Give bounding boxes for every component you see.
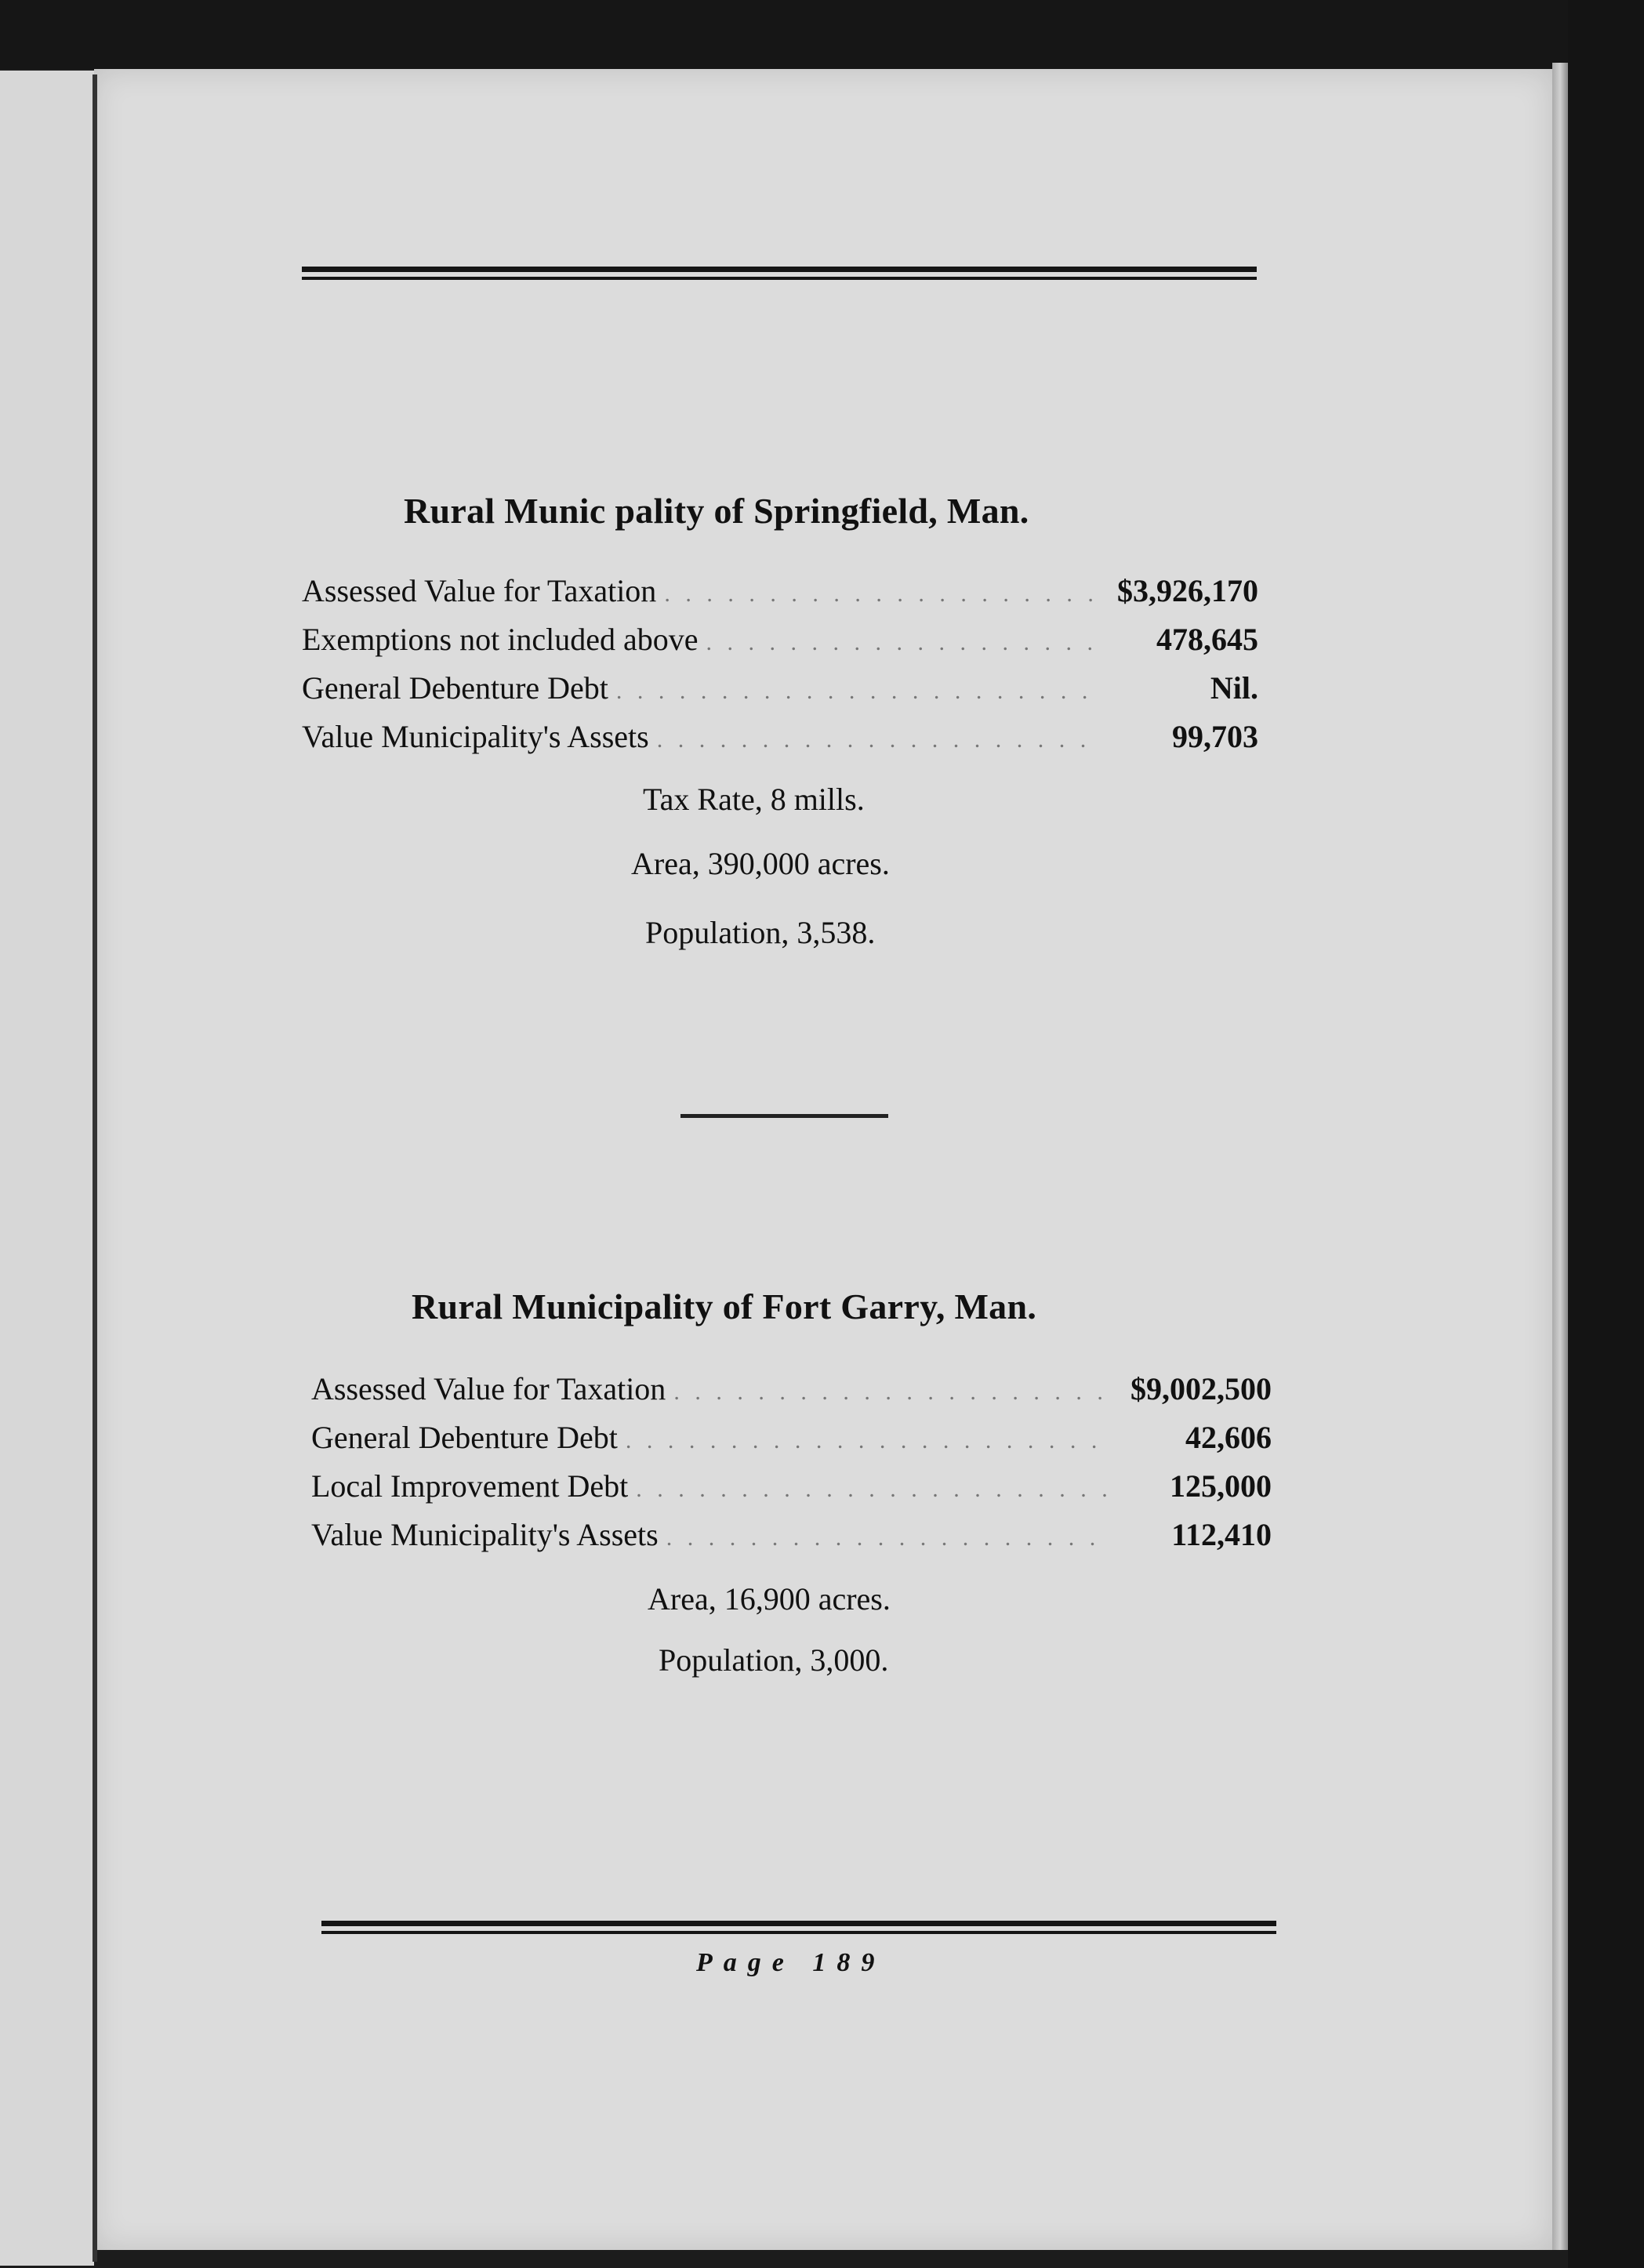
row-value: Nil. (1210, 670, 1258, 706)
table-row (302, 572, 1258, 609)
row-label: Value Municipality's Assets (302, 719, 649, 754)
table-row (302, 718, 1258, 755)
row-value: 112,410 (1171, 1517, 1272, 1552)
population: Population, 3,538. (645, 915, 876, 950)
dot-leader (666, 1525, 1107, 1551)
population: Population, 3,000. (659, 1642, 889, 1678)
row-label: Assessed Value for Taxation (311, 1371, 666, 1406)
table-row (311, 1370, 1272, 1407)
row-value: $9,002,500 (1130, 1371, 1272, 1406)
scan-top-border (0, 0, 1644, 69)
dot-leader (706, 630, 1094, 656)
row-label: Exemptions not included above (302, 622, 699, 657)
tax-rate: Tax Rate, 8 mills. (643, 782, 865, 817)
table-row (302, 670, 1258, 706)
row-label: Assessed Value for Taxation (302, 573, 657, 608)
book-spine (93, 74, 97, 2262)
dot-leader (616, 678, 1094, 705)
row-label: Local Improvement Debt (311, 1468, 629, 1504)
section-title-springfield: Rural Munic pality of Springfield, Man. (404, 491, 1029, 531)
area: Area, 16,900 acres. (648, 1581, 891, 1617)
left-page-leaf (0, 71, 94, 2266)
page-edge (1552, 63, 1568, 2250)
row-value: 478,645 (1156, 622, 1258, 657)
table-row (311, 1419, 1272, 1456)
row-value: 125,000 (1170, 1468, 1272, 1504)
dot-leader (664, 581, 1094, 608)
table-row (311, 1516, 1272, 1553)
row-value: 42,606 (1185, 1420, 1272, 1455)
table-row (302, 621, 1258, 658)
row-value: 99,703 (1172, 719, 1258, 754)
dot-leader (657, 727, 1094, 753)
section-divider (680, 1114, 888, 1118)
row-label: Value Municipality's Assets (311, 1517, 659, 1552)
dot-leader (626, 1428, 1107, 1454)
row-label: General Debenture Debt (311, 1420, 618, 1455)
area: Area, 390,000 acres. (631, 846, 890, 881)
dot-leader (636, 1476, 1107, 1503)
dot-leader (673, 1379, 1107, 1406)
scan-right-border (1568, 0, 1644, 2268)
table-row (311, 1468, 1272, 1504)
row-value: $3,926,170 (1117, 573, 1258, 608)
page-number: Page 189 (696, 1948, 886, 1977)
row-label: General Debenture Debt (302, 670, 608, 706)
section-title-fort-garry: Rural Municipality of Fort Garry, Man. (412, 1286, 1037, 1326)
